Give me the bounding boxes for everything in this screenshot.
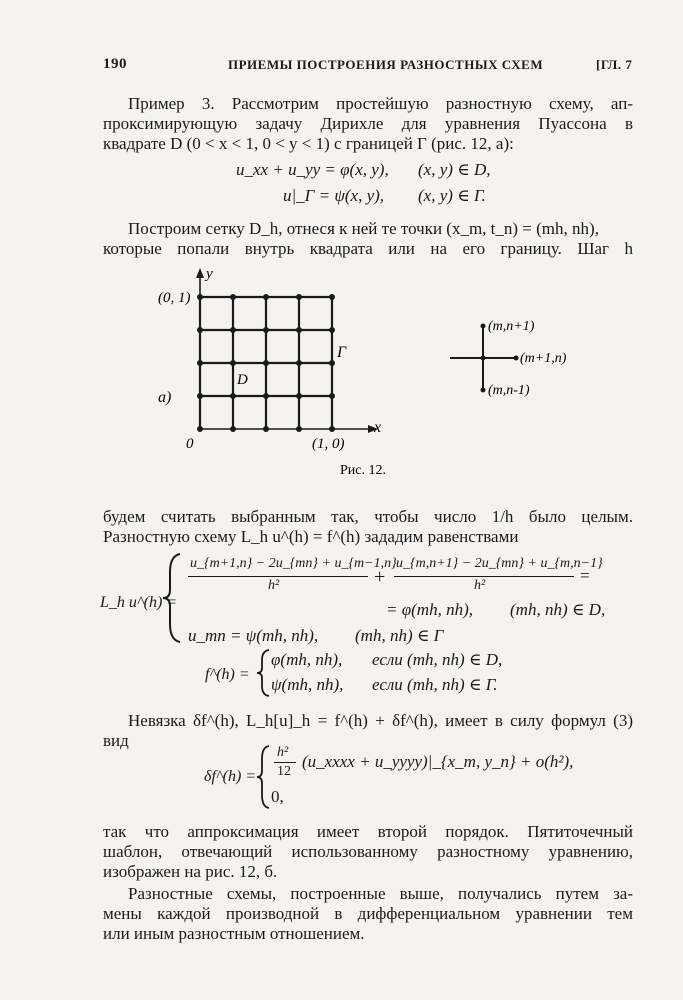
label-origin: 0: [186, 436, 194, 452]
label-x: x: [374, 419, 382, 436]
para6-line3: или иным разностным отношением.: [103, 924, 365, 943]
residual-brace-icon: [254, 744, 272, 810]
scheme-fracbar1: [188, 576, 368, 577]
scheme-cond1: (mh, nh) ∈ D,: [510, 600, 606, 619]
scheme-brace-icon: [160, 552, 184, 644]
para5-line3: изображен на рис. 12, б.: [103, 862, 278, 881]
eq1-line1-lhs: u_xx + u_yy = φ(x, y),: [236, 160, 389, 179]
figure-caption: Рис. 12.: [340, 463, 386, 478]
page-number: 190: [103, 56, 127, 72]
label-y: y: [206, 266, 213, 282]
para5-line2: шаблон, отвечающий использованному разностному уравнению,: [103, 842, 633, 861]
para6-line1: Разностные схемы, построенные выше, получались путем за-: [128, 884, 633, 903]
fh-row2: ψ(mh, nh),: [271, 675, 344, 694]
scheme-eqsign: =: [580, 566, 590, 585]
residual-frac-num: h²: [277, 745, 289, 760]
stencil-top-label: (m,n+1): [488, 319, 535, 334]
scheme-plus: +: [374, 566, 386, 588]
fh-cond1: если (mh, nh) ∈ D,: [372, 650, 503, 669]
fh-brace-icon: [254, 648, 272, 698]
para3-line1: будем считать выбранным так, чтобы число 1/h было целым.: [103, 507, 633, 526]
residual-row2: 0,: [271, 787, 284, 806]
fh-lhs: f^(h) =: [205, 666, 250, 683]
para6-line2: мены каждой производной в дифференциальном уравнении тем: [103, 904, 633, 923]
residual-fracbar: [274, 762, 296, 763]
stencil-right-label: (m+1,n): [520, 351, 567, 366]
scheme-cond2: (mh, nh) ∈ Γ: [355, 626, 444, 645]
fh-cond2: если (mh, nh) ∈ Γ.: [372, 675, 498, 694]
scheme-fracbar2: [394, 576, 574, 577]
para5-line1: так что аппроксимация имеет второй порядок. Пятиточечный: [103, 822, 633, 841]
residual-lhs: δf^(h) =: [204, 768, 257, 785]
eq1-line2-cond: (x, y) ∈ Γ.: [418, 186, 486, 205]
residual-frac-den: 12: [277, 764, 291, 779]
running-title: ПРИЕМЫ ПОСТРОЕНИЯ РАЗНОСТНЫХ СХЕМ: [228, 57, 544, 72]
para1-line3: квадрате D (0 < x < 1, 0 < y < 1) с границей Γ (рис. 12, a):: [103, 134, 514, 153]
para4-line2: вид: [103, 731, 129, 750]
para2-line1: Построим сетку D_h, отнеся к ней те точки (x_m, t_n) = (mh, nh),: [128, 219, 599, 238]
para3-line2: Разностную схему L_h u^(h) = f^(h) зададим равенствами: [103, 527, 519, 546]
scheme-den1: h²: [268, 578, 280, 593]
para4-line1: Невязка δf^(h), L_h[u]_h = f^(h) + δf^(h), имеет в силу формул (3): [128, 711, 633, 730]
label-a: а): [158, 389, 172, 406]
eq1-line1-cond: (x, y) ∈ D,: [418, 160, 491, 179]
scheme-row2: u_mn = ψ(mh, nh),: [188, 626, 319, 645]
para1-line2: проксимирующую задачу Дирихле для уравнения Пуассона в: [103, 114, 633, 133]
scheme-den2: h²: [474, 578, 486, 593]
fh-row1: φ(mh, nh),: [271, 650, 343, 669]
residual-row1: (u_xxxx + u_yyyy)|_{x_m, y_n} + o(h²),: [302, 752, 574, 771]
scheme-lhs: L_h u^(h) =: [100, 594, 178, 611]
label-D: D: [237, 372, 248, 388]
eq1-line2-lhs: u|_Γ = ψ(x, y),: [283, 186, 385, 205]
label-gamma: Γ: [337, 344, 347, 361]
y-axis-arrow-icon: [196, 268, 204, 278]
scheme-rhs1: = φ(mh, nh),: [386, 600, 473, 619]
label-0-1: (0, 1): [158, 290, 191, 306]
para1-line1: Пример 3. Рассмотрим простейшую разностную схему, ап-: [128, 94, 633, 113]
figure-12: [140, 262, 620, 482]
para2-line2: которые попали внутрь квадрата или на его границу. Шаг h: [103, 239, 633, 258]
scheme-num2: u_{m,n+1} − 2u_{mn} + u_{m,n−1}: [396, 556, 603, 571]
scheme-num1: u_{m+1,n} − 2u_{mn} + u_{m−1,n}: [190, 556, 397, 571]
stencil-bottom-label: (m,n-1): [488, 383, 530, 398]
label-1-0: (1, 0): [312, 436, 345, 452]
chapter-label: [ГЛ. 7: [596, 57, 633, 72]
